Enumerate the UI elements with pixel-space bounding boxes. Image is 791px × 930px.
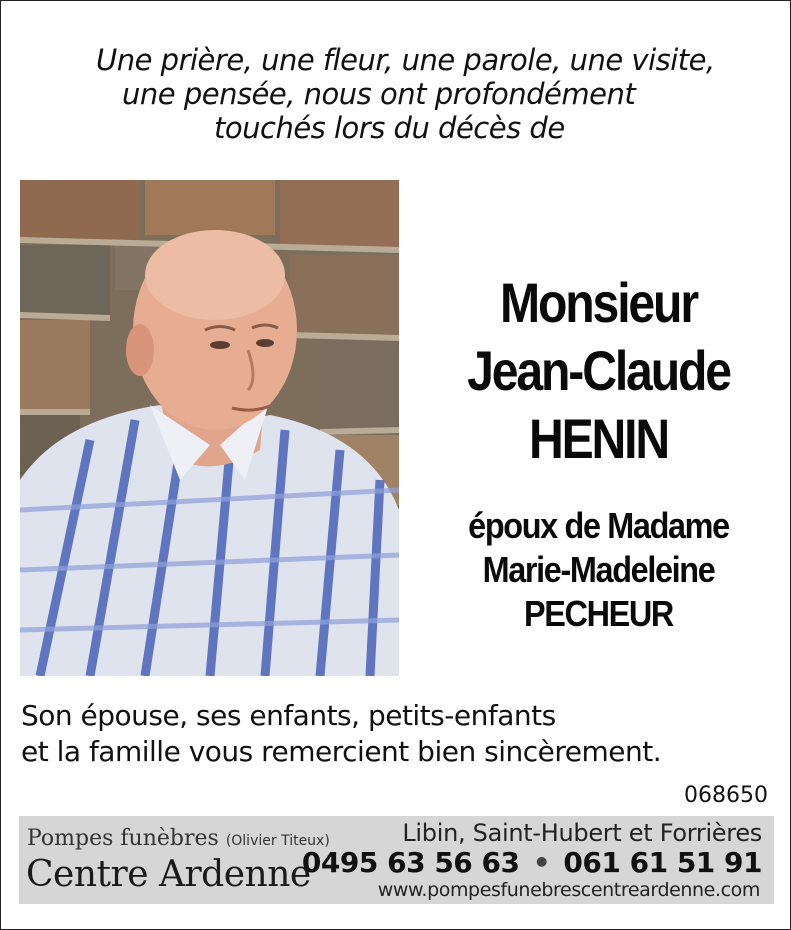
deceased-last-name: HENIN xyxy=(528,407,669,470)
company-phones xyxy=(302,846,762,879)
intro-text xyxy=(61,43,781,145)
spouse-line-2: Marie-Madeleine xyxy=(482,549,715,590)
thanks-line-2: et la famille vous remercient bien sincèrement. xyxy=(21,735,662,768)
reference-number: 068650 xyxy=(684,783,768,808)
thanks-line-1: Son épouse, ses enfants, petits-enfants xyxy=(21,699,556,732)
intro-line-1: Une prière, une fleur, une parole, une visite, xyxy=(96,43,715,77)
spouse-line-1: époux de Madame xyxy=(468,505,729,546)
phone-1: 0495 63 56 63 xyxy=(301,846,520,879)
deceased-title: Monsieur xyxy=(500,271,697,334)
thanks-text xyxy=(21,698,781,770)
spouse-line-3: PECHEUR xyxy=(524,593,673,634)
company-website: www.pompesfunebrescentreardenne.com xyxy=(377,879,760,901)
company-label: Pompes funèbres xyxy=(27,826,219,851)
spouse-info xyxy=(421,504,776,636)
intro-line-3: touchés lors du décès de xyxy=(214,111,565,145)
company-line xyxy=(27,826,330,851)
portrait-photo xyxy=(20,180,399,676)
deceased-name xyxy=(421,269,776,473)
deceased-first-name: Jean-Claude xyxy=(467,339,730,402)
company-locations: Libin, Saint-Hubert et Forrières xyxy=(402,819,762,847)
phone-separator: • xyxy=(532,846,551,879)
company-name: Centre Ardenne xyxy=(26,854,311,895)
intro-line-2: une pensée, nous ont profondément xyxy=(122,77,636,111)
funeral-home-banner xyxy=(19,816,774,904)
phone-2: 061 61 51 91 xyxy=(563,846,762,879)
company-owner: (Olivier Titeux) xyxy=(225,833,330,849)
